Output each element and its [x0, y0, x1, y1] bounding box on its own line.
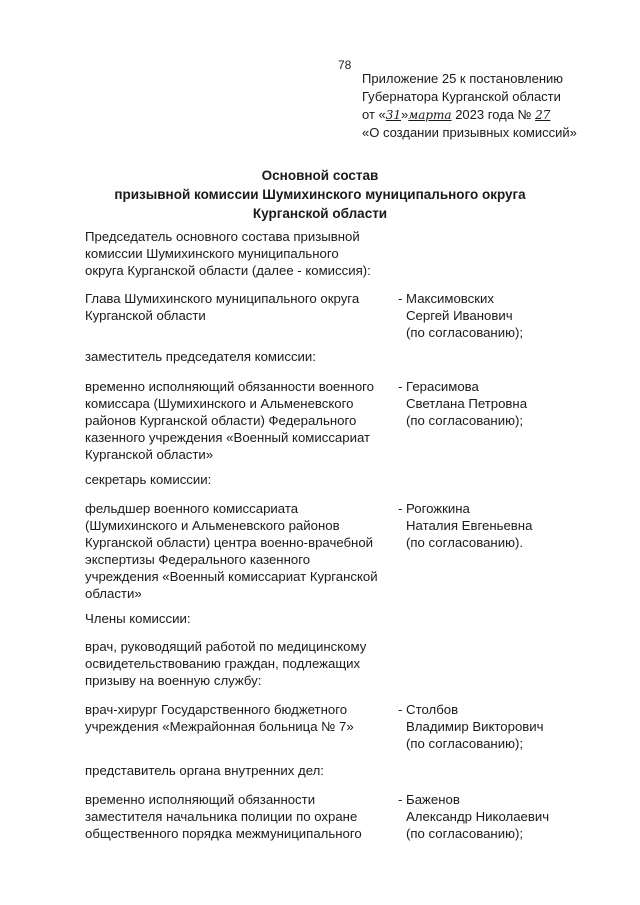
handwritten-month: марта — [408, 108, 452, 122]
position-line: Глава Шумихинского муниципального округа — [85, 291, 360, 306]
position-line: Курганской области» — [85, 447, 214, 462]
page-number: 78 — [338, 58, 352, 72]
person-name: Наталия Евгеньевна — [406, 518, 533, 533]
position-line: (Шумихинского и Альменевского районов — [85, 518, 340, 533]
deputy-position — [85, 378, 395, 463]
surgeon-position — [85, 701, 395, 735]
person-name: Светлана Петровна — [406, 396, 528, 411]
position-line: учреждения «Военный комиссариат Курганской — [85, 569, 378, 584]
position-line: Курганской области — [85, 308, 206, 323]
person-surname: - Рогожкина — [398, 501, 470, 516]
person-name: Владимир Викторович — [406, 719, 544, 734]
person-surname: - Герасимова — [398, 379, 479, 394]
person-surname: - Максимовских — [398, 291, 494, 306]
annex-year: 2023 года № — [451, 107, 536, 122]
position-line: Курганской области) центра военно-врачебной — [85, 535, 374, 550]
surgeon-person — [398, 701, 544, 752]
annex-date-mid: » — [401, 107, 409, 122]
secretary-heading: секретарь комиссии: — [85, 472, 212, 487]
annex-line-2: Губернатора Курганской области — [362, 89, 561, 104]
deputy-heading: заместитель председателя комиссии: — [85, 349, 316, 364]
position-line: районов Курганской области) Федерального — [85, 413, 357, 428]
police-heading: представитель органа внутренних дел: — [85, 763, 324, 778]
chair-heading-line: округа Курганской области (далее - комиссия): — [85, 263, 371, 278]
position-line: учреждения «Межрайонная больница № 7» — [85, 719, 354, 734]
secretary-position — [85, 500, 395, 602]
annex-line-3 — [362, 106, 577, 124]
secretary-person — [398, 500, 532, 551]
person-surname: - Баженов — [398, 792, 460, 807]
person-note: (по согласованию); — [406, 413, 524, 428]
position-line: заместителя начальника полиции по охране — [85, 809, 358, 824]
doctor-heading — [85, 638, 405, 689]
position-line: комиссара (Шумихинского и Альменевского — [85, 396, 354, 411]
position-line: казенного учреждения «Военный комиссариат — [85, 430, 371, 445]
person-name: Сергей Иванович — [406, 308, 513, 323]
police-person — [398, 791, 549, 842]
doctor-heading-line: освидетельствованию граждан, подлежащих — [85, 656, 361, 671]
chair-position — [85, 290, 395, 324]
position-line: области» — [85, 586, 142, 601]
annex-line-1: Приложение 25 к постановлению — [362, 71, 564, 86]
person-name: Александр Николаевич — [406, 809, 550, 824]
person-note: (по согласованию); — [406, 826, 524, 841]
title-line-2: призывной комиссии Шумихинского муниципального округа — [114, 187, 526, 202]
deputy-person — [398, 378, 527, 429]
doctor-heading-line: призыву на военную службу: — [85, 673, 262, 688]
annex-header — [362, 70, 577, 142]
position-line: экспертизы Федерального казенного — [85, 552, 311, 567]
annex-date-prefix: от « — [362, 107, 386, 122]
title-line-3: Курганской области — [252, 206, 388, 221]
person-note: (по согласованию); — [406, 325, 524, 340]
person-note: (по согласованию). — [406, 535, 524, 550]
position-line: временно исполняющий обязанности военного — [85, 379, 375, 394]
doctor-heading-line: врач, руководящий работой по медицинскому — [85, 639, 367, 654]
position-line: фельдшер военного комиссариата — [85, 501, 299, 516]
person-surname: - Столбов — [398, 702, 459, 717]
handwritten-number: 27 — [535, 108, 551, 122]
chair-heading-line: Председатель основного состава призывной — [85, 229, 360, 244]
chair-heading — [85, 228, 405, 279]
position-line: временно исполняющий обязанности — [85, 792, 316, 807]
annex-line-4: «О создании призывных комиссий» — [362, 125, 577, 140]
police-position — [85, 791, 395, 842]
person-note: (по согласованию); — [406, 736, 524, 751]
chair-person — [398, 290, 523, 341]
position-line: общественного порядка межмуниципального — [85, 826, 362, 841]
document-title — [0, 166, 640, 223]
title-line-1: Основной состав — [261, 168, 379, 183]
members-heading: Члены комиссии: — [85, 611, 191, 626]
chair-heading-line: комиссии Шумихинского муниципального — [85, 246, 339, 261]
handwritten-day: 31 — [385, 108, 402, 122]
position-line: врач-хирург Государственного бюджетного — [85, 702, 348, 717]
